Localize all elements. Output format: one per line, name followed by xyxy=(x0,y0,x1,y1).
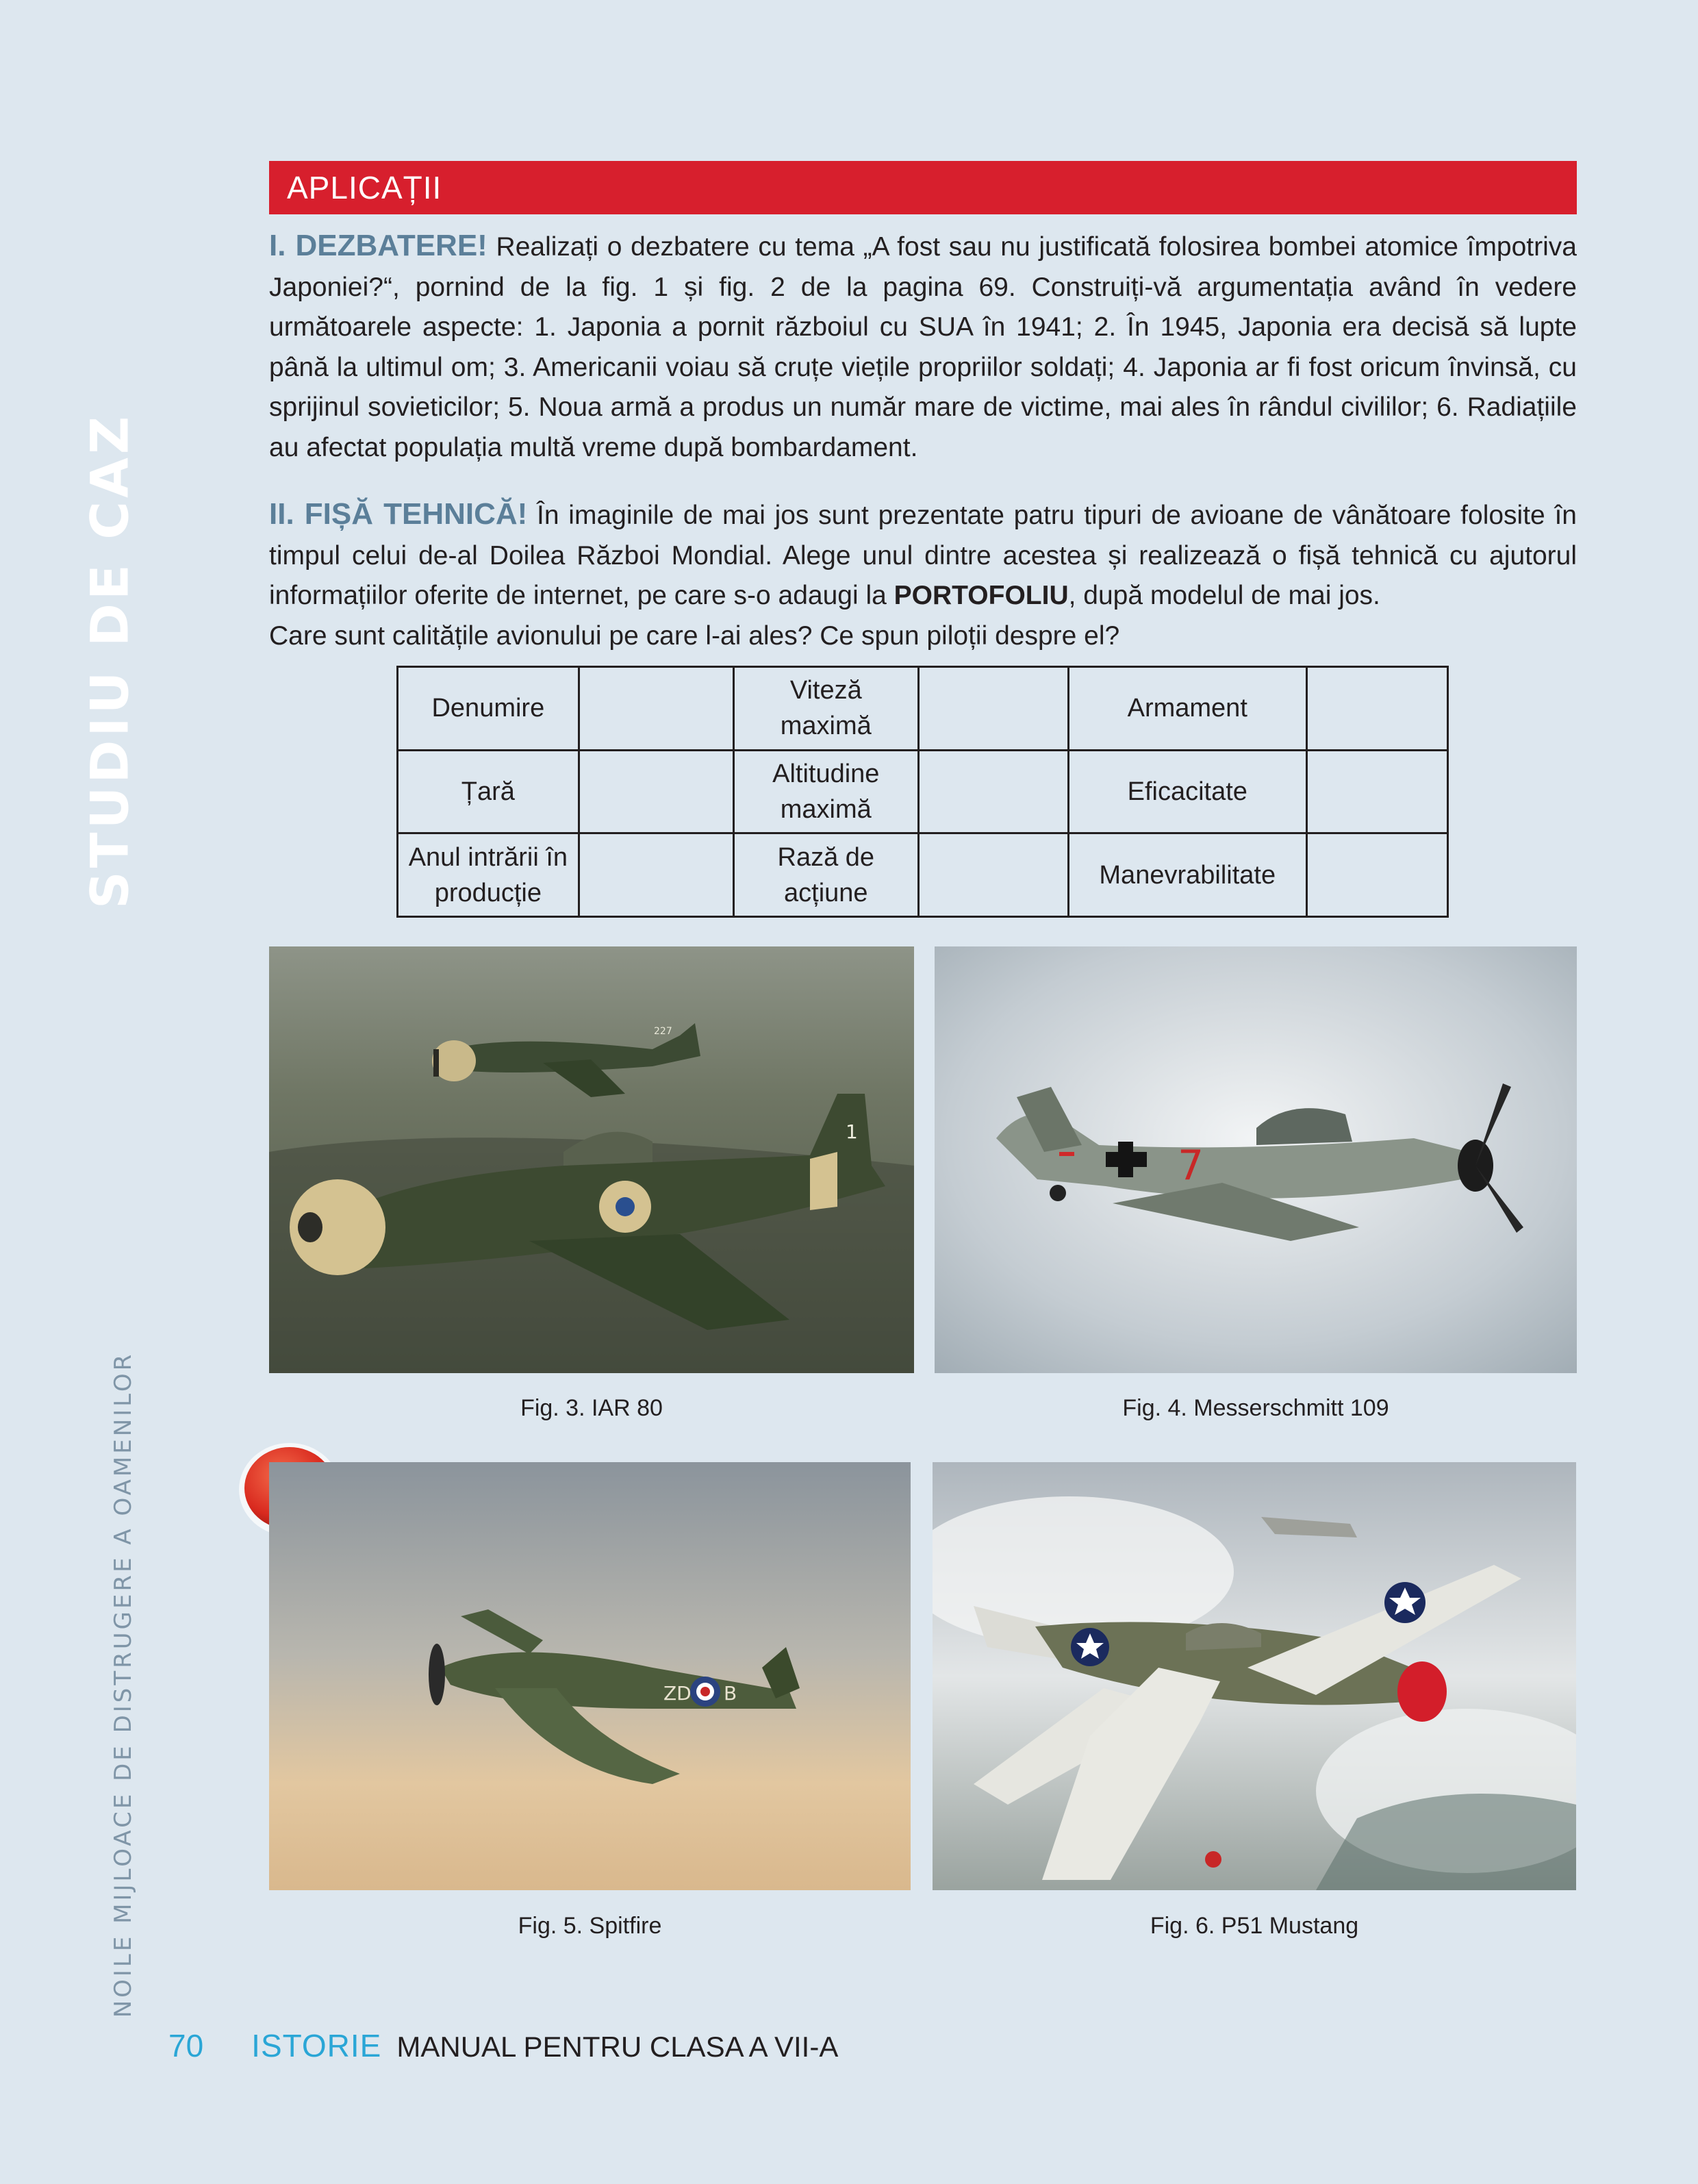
technical-text: În imaginile de mai jos sunt prezentate patru tipuri de avioane de vânătoare folosite în timpul celui de-al Doilea Război Mondial. Alege unul dintre acestea și realizează o fișă tehnică cu ajutorul informațiilor oferite de internet, pe care s-o adaugi la xyxy=(269,501,1577,610)
table-label-cell: Eficacitate xyxy=(1068,750,1306,833)
page-number: 70 xyxy=(168,2028,204,2063)
table-empty-cell xyxy=(1306,667,1447,751)
technical-sheet-section xyxy=(269,494,1577,656)
table-empty-cell xyxy=(579,750,733,833)
debate-section xyxy=(269,226,1577,468)
debate-text: Realizați o dezbatere cu tema „A fost sau nu justificată folosirea bombei atomice împotriva Japoniei?“, pornind de la fig. 1 și fig. 2 de la pagina 69. Construiți-vă argumentația având în vedere următoarele aspecte: 1. Japonia a pornit războiul cu SUA în 1941; 2. În 1945, Japonia era decisă să lupte până la ultimul om; 3. Americanii voiau să cruțe viețile propriilor soldați; 4. Japonia ar fi fost oricum învinsă, cu sprijinul sovieticilor; 5. Noua armă a produs un număr mare de victime, mai ales în rândul civililor; 6. Radiațiile au afectat populația multă vreme după bombardament. xyxy=(269,232,1577,462)
bf109-number: 7 xyxy=(1178,1142,1204,1190)
table-row xyxy=(398,750,1448,833)
iar-tail-number-large: 1 xyxy=(846,1120,858,1143)
table-label-cell: Armament xyxy=(1068,667,1306,751)
debate-heading: I. DEZBATERE! xyxy=(269,229,487,262)
technical-sheet-table xyxy=(396,666,1449,918)
subject-title: ISTORIE xyxy=(251,2028,382,2063)
banner-title: APLICAȚII xyxy=(287,170,442,205)
table-label-cell: Țară xyxy=(398,750,579,833)
spitfire-code-right: B xyxy=(724,1682,737,1705)
table-empty-cell xyxy=(1306,833,1447,917)
spitfire-photo xyxy=(269,1462,911,1890)
chapter-side-label: NOILE MIJLOACE DE DISTRUGERE A OAMENILOR xyxy=(110,1351,137,2018)
table-empty-cell xyxy=(918,833,1068,917)
table-label-cell: Manevrabilitate xyxy=(1068,833,1306,917)
table-empty-cell xyxy=(579,667,733,751)
technical-text-end: , după modelul de mai jos. xyxy=(1068,581,1380,610)
table-empty-cell xyxy=(918,750,1068,833)
case-study-side-label: STUDIU DE CAZ xyxy=(79,413,140,909)
page-footer xyxy=(168,2027,838,2068)
iar-tail-number-small: 227 xyxy=(654,1026,672,1037)
table-empty-cell xyxy=(579,833,733,917)
table-row xyxy=(398,833,1448,917)
iar80-photo xyxy=(269,946,914,1373)
spitfire-code-left: ZD xyxy=(663,1682,692,1705)
figure-6-caption: Fig. 6. P51 Mustang xyxy=(1150,1913,1359,1939)
table-label-cell: Denumire xyxy=(398,667,579,751)
figure-4-caption: Fig. 4. Messerschmitt 109 xyxy=(1122,1395,1389,1421)
technical-heading: II. FIȘĂ TEHNICĂ! xyxy=(269,497,528,531)
table-label-cell: Viteză maximă xyxy=(733,667,918,751)
table-empty-cell xyxy=(1306,750,1447,833)
book-title: MANUAL PENTRU CLASA A VII-A xyxy=(396,2031,839,2063)
table-empty-cell xyxy=(918,667,1068,751)
table-label-cell: Anul intrării în producție xyxy=(398,833,579,917)
p51-mustang-photo xyxy=(933,1462,1576,1890)
applications-banner xyxy=(269,161,1577,214)
table-label-cell: Rază de acțiune xyxy=(733,833,918,917)
figure-3-caption: Fig. 3. IAR 80 xyxy=(520,1395,663,1421)
figure-5-caption: Fig. 5. Spitfire xyxy=(518,1913,662,1939)
technical-question: Care sunt calitățile avionului pe care l-ai ales? Ce spun piloții despre el? xyxy=(269,620,1120,651)
bf109-photo xyxy=(935,946,1577,1373)
portfolio-label: PORTOFOLIU xyxy=(894,581,1069,610)
table-row xyxy=(398,667,1448,751)
table-label-cell: Altitudine maximă xyxy=(733,750,918,833)
